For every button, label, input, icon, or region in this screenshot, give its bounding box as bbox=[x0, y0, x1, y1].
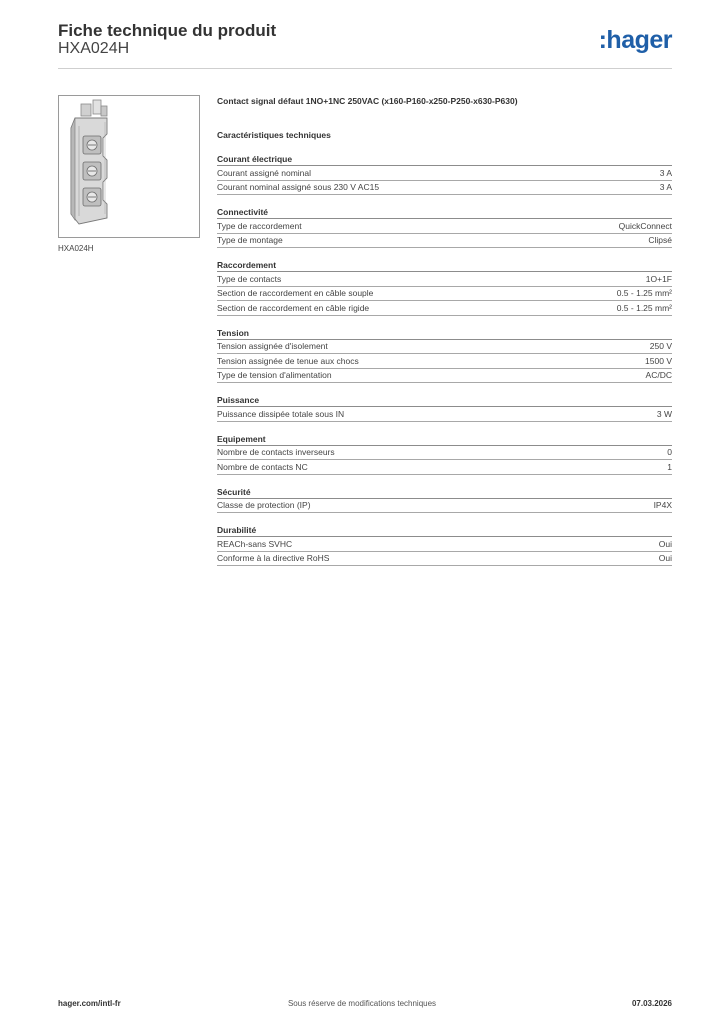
spec-row bbox=[217, 181, 672, 196]
image-caption: HXA024H bbox=[58, 244, 94, 253]
product-illustration bbox=[59, 96, 199, 237]
spec-label: Puissance dissipée totale sous IN bbox=[217, 408, 345, 419]
spec-value: 250 V bbox=[649, 341, 672, 352]
footer-date: 07.03.2026 bbox=[631, 999, 672, 1008]
spec-value: IP4X bbox=[653, 500, 672, 511]
spec-label: Tension assignée de tenue aux chocs bbox=[217, 355, 359, 366]
characteristics-heading: Caractéristiques techniques bbox=[217, 130, 331, 140]
spec-value: Clipsé bbox=[648, 235, 672, 246]
spec-label: Section de raccordement en câble souple bbox=[217, 288, 374, 299]
spec-section bbox=[217, 259, 672, 316]
hager-logo: :hager bbox=[598, 26, 672, 54]
spec-section bbox=[217, 524, 672, 566]
spec-row bbox=[217, 166, 672, 181]
spec-row bbox=[217, 272, 672, 287]
spec-label: Type de tension d'alimentation bbox=[217, 370, 332, 381]
spec-section bbox=[217, 486, 672, 514]
section-title: Raccordement bbox=[217, 259, 672, 272]
section-title: Courant électrique bbox=[217, 153, 672, 166]
section-title: Connectivité bbox=[217, 206, 672, 219]
spec-value: 1500 V bbox=[645, 355, 672, 366]
spec-value: 0.5 - 1.25 mm² bbox=[616, 302, 672, 313]
section-title: Tension bbox=[217, 327, 672, 340]
spec-section bbox=[217, 327, 672, 384]
spec-row bbox=[217, 219, 672, 234]
specifications bbox=[217, 96, 672, 577]
spec-row bbox=[217, 407, 672, 422]
spec-label: REACh-sans SVHC bbox=[217, 538, 293, 549]
spec-row bbox=[217, 446, 672, 461]
spec-section bbox=[217, 394, 672, 422]
spec-section bbox=[217, 153, 672, 195]
spec-label: Tension assignée d'isolement bbox=[217, 341, 328, 352]
footer-disclaimer: Sous réserve de modifications techniques bbox=[287, 999, 437, 1008]
spec-row bbox=[217, 354, 672, 369]
spec-label: Type de montage bbox=[217, 235, 283, 246]
footer-website: hager.com/intl-fr bbox=[58, 999, 121, 1008]
spec-label: Courant nominal assigné sous 230 V AC15 bbox=[217, 182, 380, 193]
product-reference: HXA024H bbox=[58, 40, 130, 57]
spec-sections bbox=[217, 153, 672, 566]
section-title: Durabilité bbox=[217, 524, 672, 537]
spec-row bbox=[217, 301, 672, 316]
spec-row bbox=[217, 234, 672, 249]
section-title: Puissance bbox=[217, 394, 672, 407]
spec-row bbox=[217, 287, 672, 302]
spec-value: 1O+1F bbox=[645, 273, 672, 284]
spec-label: Nombre de contacts NC bbox=[217, 461, 308, 472]
section-title: Equipement bbox=[217, 433, 672, 446]
spec-label: Classe de protection (IP) bbox=[217, 500, 311, 511]
spec-label: Type de contacts bbox=[217, 273, 282, 284]
spec-value: Oui bbox=[658, 538, 672, 549]
spec-label: Nombre de contacts inverseurs bbox=[217, 447, 335, 458]
spec-section bbox=[217, 433, 672, 475]
spec-label: Section de raccordement en câble rigide bbox=[217, 302, 370, 313]
spec-row bbox=[217, 340, 672, 355]
spec-label: Courant assigné nominal bbox=[217, 167, 312, 178]
spec-row bbox=[217, 552, 672, 567]
spec-row bbox=[217, 499, 672, 514]
spec-value: AC/DC bbox=[645, 370, 672, 381]
spec-value: QuickConnect bbox=[618, 220, 672, 231]
header-divider bbox=[58, 68, 672, 69]
section-title: Sécurité bbox=[217, 486, 672, 499]
spec-section bbox=[217, 206, 672, 248]
page-title: Fiche technique du produit bbox=[58, 21, 277, 40]
spec-value: 0 bbox=[667, 447, 672, 458]
product-image bbox=[58, 95, 200, 238]
product-name: Contact signal défaut 1NO+1NC 250VAC (x160-P160-x250-P250-x630-P630) bbox=[217, 96, 518, 106]
spec-value: Oui bbox=[658, 553, 672, 564]
spec-row bbox=[217, 369, 672, 384]
spec-value: 1 bbox=[667, 461, 672, 472]
spec-label: Conforme à la directive RoHS bbox=[217, 553, 330, 564]
spec-value: 0.5 - 1.25 mm² bbox=[616, 288, 672, 299]
spec-row bbox=[217, 537, 672, 552]
spec-value: 3 W bbox=[656, 408, 672, 419]
spec-label: Type de raccordement bbox=[217, 220, 302, 231]
spec-row bbox=[217, 460, 672, 475]
spec-value: 3 A bbox=[659, 167, 672, 178]
spec-value: 3 A bbox=[659, 182, 672, 193]
